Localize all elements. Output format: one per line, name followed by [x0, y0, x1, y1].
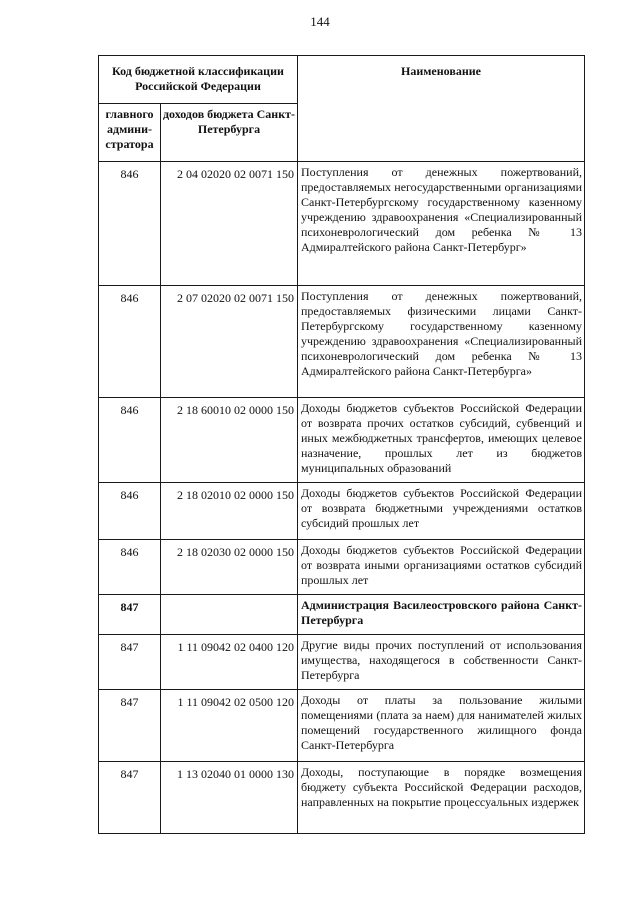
table-row — [99, 162, 585, 286]
table-row — [99, 595, 585, 635]
admin-code-cell: 846 — [99, 162, 161, 286]
table-row — [99, 483, 585, 540]
header-name: Наименование — [298, 56, 585, 162]
name-cell: Доходы от платы за пользование жилыми помещениями (плата за наем) для нанимателей жилых помещений государственного жилищного фонда Санкт-Петербурга — [298, 690, 585, 762]
table-row — [99, 690, 585, 762]
revenue-code-cell: 1 13 02040 01 0000 130 — [161, 762, 298, 834]
revenue-code-cell: 2 18 60010 02 0000 150 — [161, 398, 298, 483]
name-cell: Поступления от денежных пожертвований, предоставляемых физическими лицами Санкт-Петербургскому государственному казенному учреждению здравоохранения «Специализированный психоневрологический дом ребенка № 13 Адмиралтейского района Санкт-Петербурга» — [298, 286, 585, 398]
admin-code-cell: 846 — [99, 398, 161, 483]
admin-code-cell: 847 — [99, 635, 161, 690]
revenue-code-cell — [161, 595, 298, 635]
admin-code-cell: 847 — [99, 762, 161, 834]
revenue-code-cell: 2 04 02020 02 0071 150 — [161, 162, 298, 286]
name-cell: Доходы бюджетов субъектов Российской Федерации от возврата прочих остатков субсидий, субвенций и иных межбюджетных трансфертов, имеющих целевое назначение, прошлых лет из бюджетов муниципальных образований — [298, 398, 585, 483]
admin-code-cell: 846 — [99, 286, 161, 398]
name-cell: Доходы, поступающие в порядке возмещения бюджету субъекта Российской Федерации расходов, направленных на покрытие процессуальных издержек — [298, 762, 585, 834]
admin-code-cell: 847 — [99, 690, 161, 762]
name-cell: Доходы бюджетов субъектов Российской Федерации от возврата иными организациями остатков субсидий прошлых лет — [298, 540, 585, 595]
name-cell: Другие виды прочих поступлений от использования имущества, находящегося в собственности Санкт-Петербурга — [298, 635, 585, 690]
revenue-code-cell: 1 11 09042 02 0400 120 — [161, 635, 298, 690]
name-cell: Доходы бюджетов субъектов Российской Федерации от возврата бюджетными учреждениями остатков субсидий прошлых лет — [298, 483, 585, 540]
budget-classification-table — [98, 55, 585, 834]
header-revenue: доходов бюджета Санкт-Петербурга — [161, 104, 298, 162]
revenue-code-cell: 2 07 02020 02 0071 150 — [161, 286, 298, 398]
table-row — [99, 286, 585, 398]
table-row — [99, 762, 585, 834]
header-code-group: Код бюджетной классификации Российской Федерации — [99, 56, 298, 104]
revenue-code-cell: 2 18 02010 02 0000 150 — [161, 483, 298, 540]
table-row — [99, 398, 585, 483]
admin-code-cell: 847 — [99, 595, 161, 635]
page-number: 144 — [310, 14, 330, 29]
table-body — [99, 162, 585, 834]
admin-code-cell: 846 — [99, 483, 161, 540]
header-chief-admin: главного админи-стратора — [99, 104, 161, 162]
admin-code-cell: 846 — [99, 540, 161, 595]
name-cell: Администрация Василеостровского района Санкт-Петербурга — [298, 595, 585, 635]
revenue-code-cell: 1 11 09042 02 0500 120 — [161, 690, 298, 762]
table-row — [99, 540, 585, 595]
table-row — [99, 635, 585, 690]
revenue-code-cell: 2 18 02030 02 0000 150 — [161, 540, 298, 595]
name-cell: Поступления от денежных пожертвований, предоставляемых негосударственными организациями Санкт-Петербургскому государственному казенному учреждению здравоохранения «Специализированный психоневрологический дом ребенка № 13 Адмиралтейского района Санкт-Петербург» — [298, 162, 585, 286]
